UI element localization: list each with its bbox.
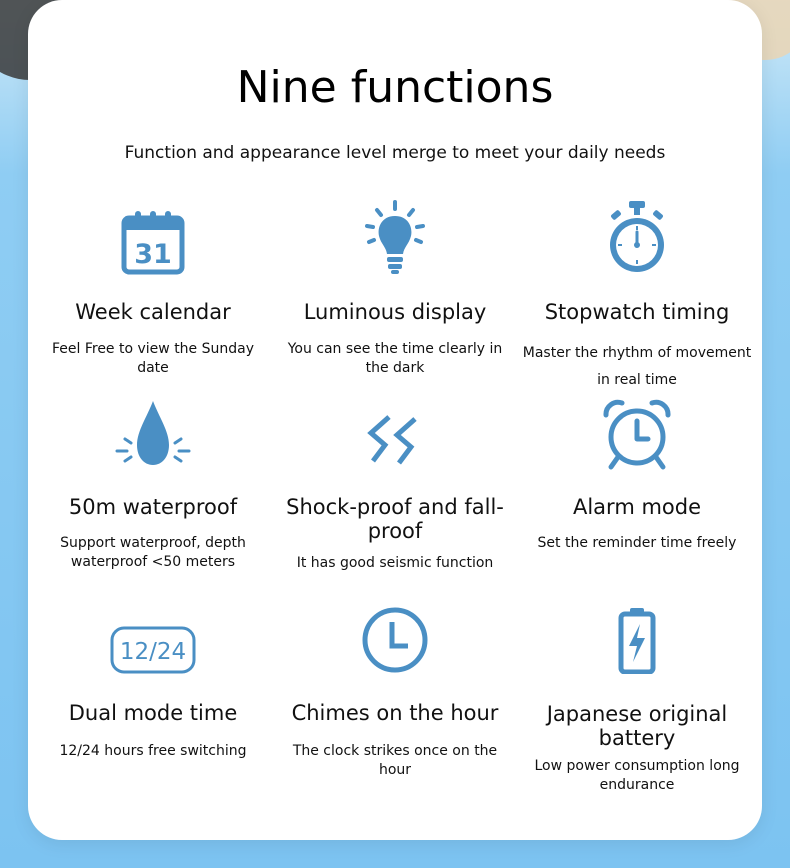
battery-icon xyxy=(617,606,657,674)
feature-dual-mode-time xyxy=(28,598,278,818)
feature-name: Japanese original battery xyxy=(546,702,728,750)
feature-name: Dual mode time xyxy=(68,701,238,725)
feature-chimes-on-the-hour xyxy=(270,598,520,818)
feature-name: Week calendar xyxy=(75,300,231,324)
dual-mode-icon xyxy=(110,626,196,674)
stopwatch-icon xyxy=(605,199,669,277)
feature-description: Set the reminder time freely xyxy=(537,535,737,551)
feature-alarm-mode xyxy=(512,395,762,595)
feature-description: Support waterproof, depth waterproof <50 meters xyxy=(60,535,246,570)
feature-name: Luminous display xyxy=(303,300,487,324)
page-subtitle: Function and appearance level merge to meet your daily needs xyxy=(124,143,666,163)
feature-stopwatch-timing xyxy=(512,195,762,395)
feature-description: It has good seismic function xyxy=(296,555,494,571)
water-drop-icon xyxy=(111,399,195,469)
feature-shock-proof xyxy=(270,395,520,595)
feature-luminous-display xyxy=(270,195,520,395)
feature-description: Feel Free to view the Sunday date xyxy=(51,341,254,376)
feature-name: Shock-proof and fall-proof xyxy=(286,495,504,543)
shock-arrows-icon xyxy=(367,415,423,465)
feature-description: 12/24 hours free switching xyxy=(59,743,247,759)
calendar-day-number: 31 xyxy=(134,239,172,270)
feature-description: Low power consumption long endurance xyxy=(534,758,740,793)
feature-week-calendar xyxy=(28,195,278,395)
clock-icon xyxy=(361,606,429,674)
feature-japanese-original-battery xyxy=(512,598,762,818)
feature-description: The clock strikes once on the hour xyxy=(292,743,498,778)
dual-mode-label: 12/24 xyxy=(119,639,187,665)
feature-name: 50m waterproof xyxy=(68,495,238,519)
calendar-icon xyxy=(121,209,185,275)
feature-50m-waterproof xyxy=(28,395,278,595)
alarm-clock-icon xyxy=(602,399,672,471)
lightbulb-icon xyxy=(362,200,428,276)
feature-description: You can see the time clearly in the dark xyxy=(287,341,503,376)
feature-name: Stopwatch timing xyxy=(544,300,730,324)
feature-description: Master the rhythm of movement in real time xyxy=(522,345,752,388)
feature-name: Chimes on the hour xyxy=(291,701,499,725)
feature-name: Alarm mode xyxy=(572,495,702,519)
page-title: Nine functions xyxy=(236,62,554,113)
